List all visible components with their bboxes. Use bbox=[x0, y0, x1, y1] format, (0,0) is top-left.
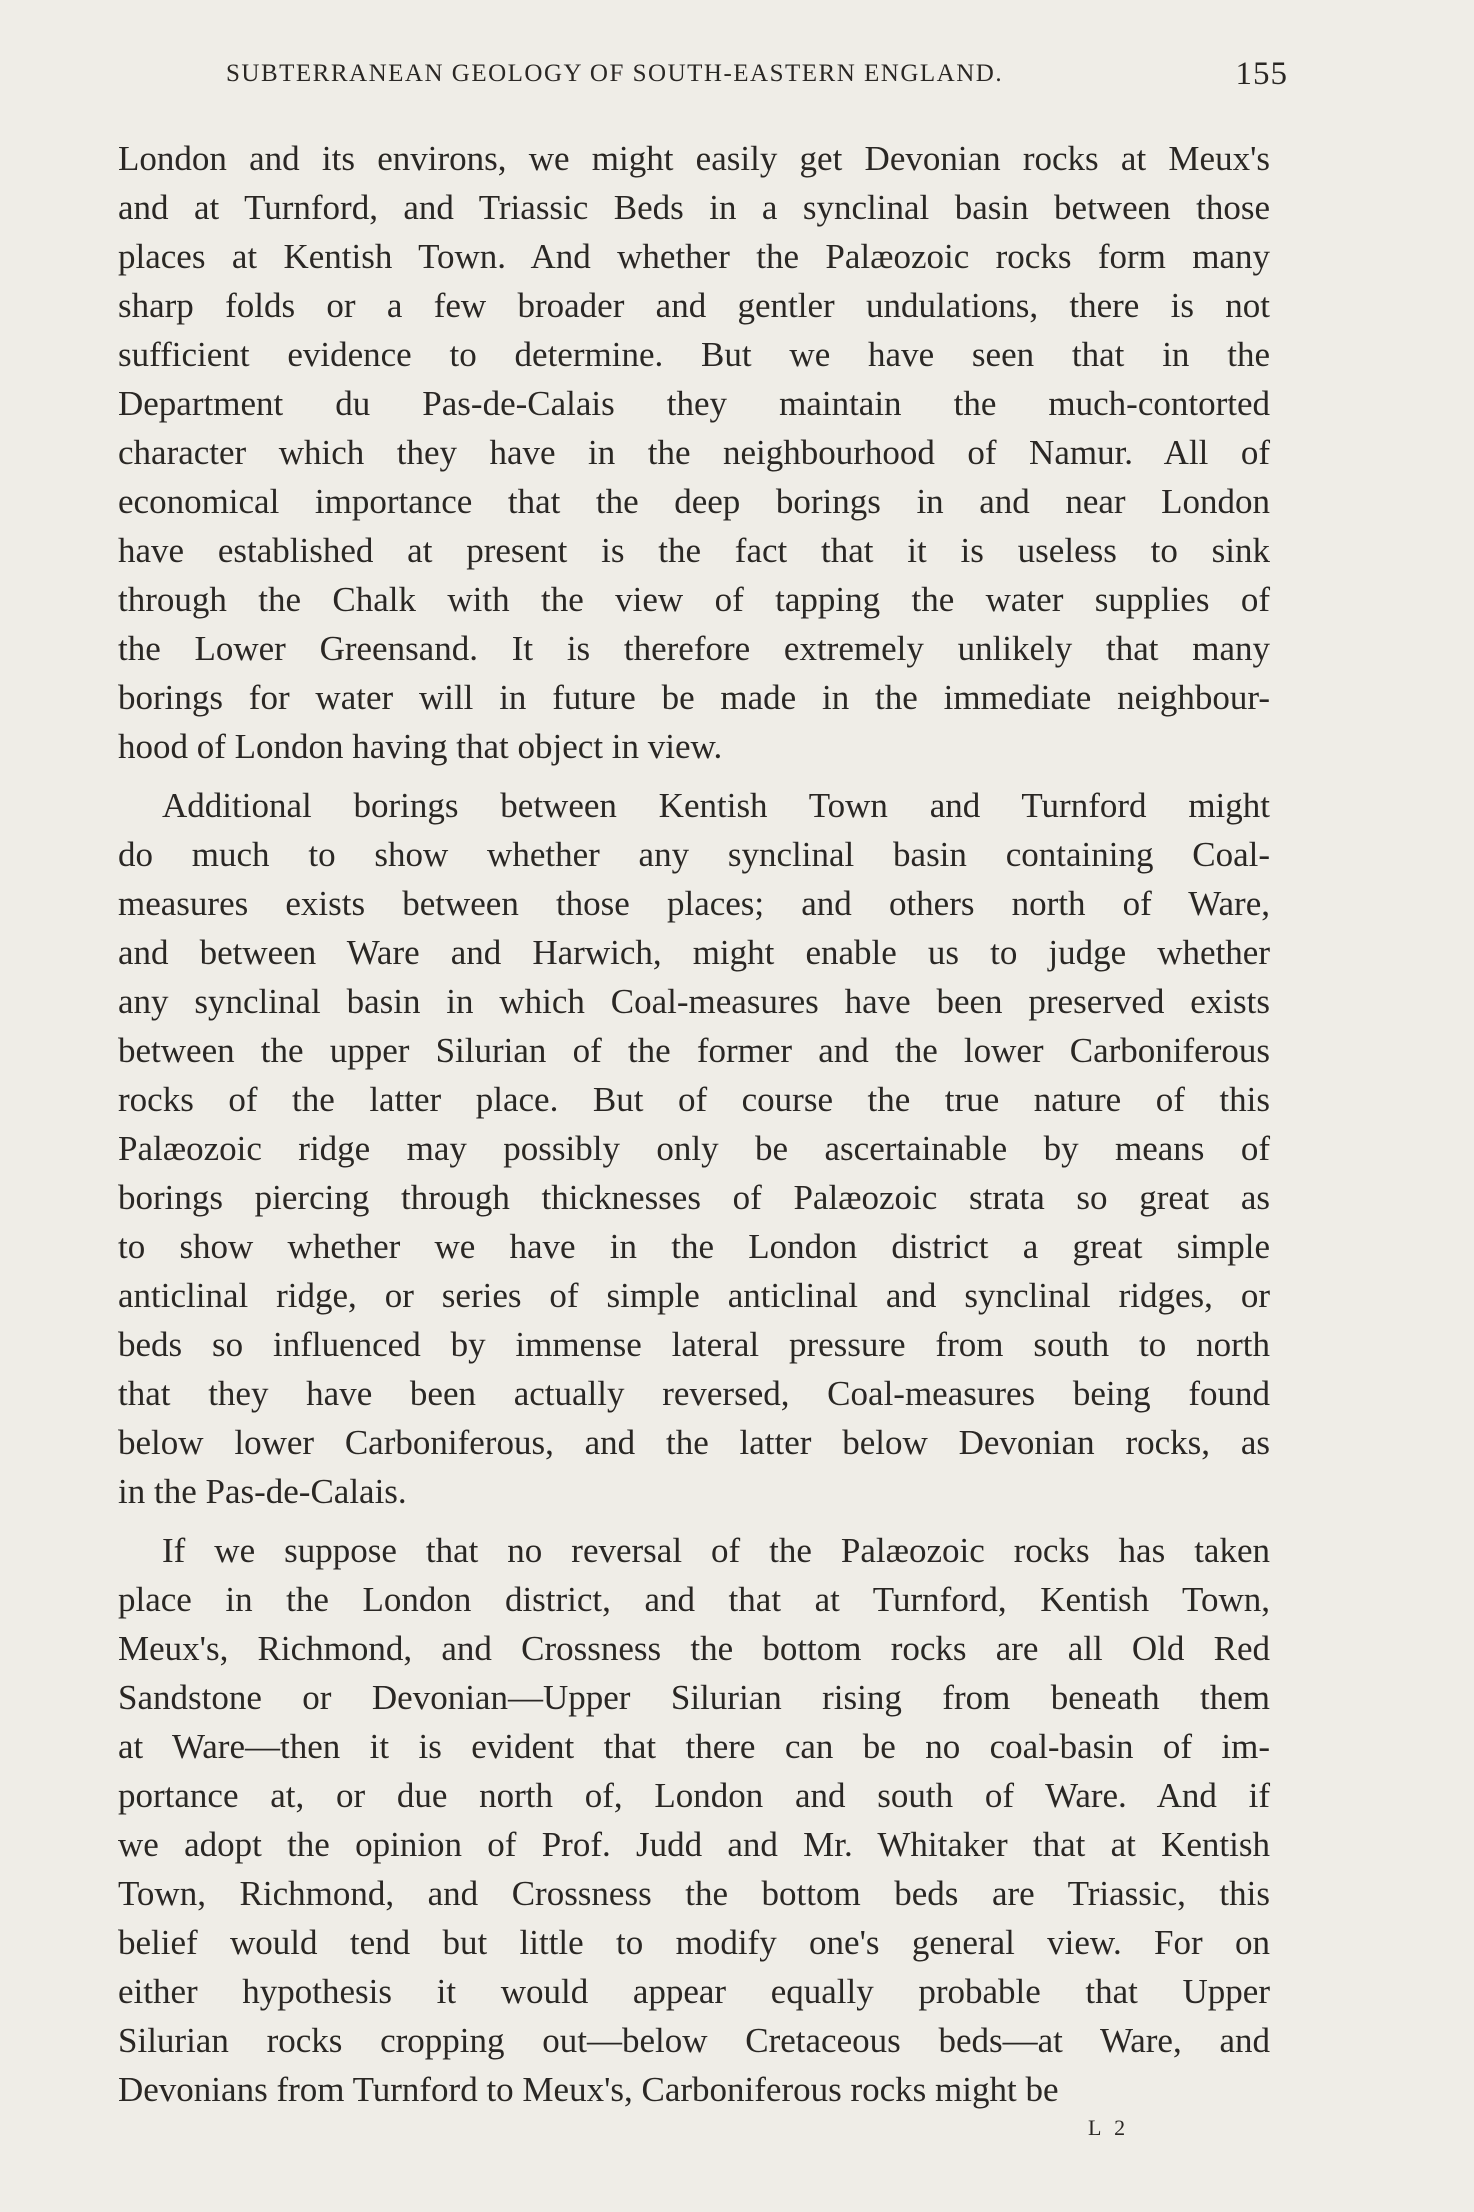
text-line: have established at present is the fact that it is useless to sink bbox=[118, 531, 1270, 570]
signature-mark: L 2 bbox=[1088, 2115, 1130, 2140]
text-line: London and its environs, we might easily get Devonian rocks at Meux's bbox=[118, 139, 1270, 178]
page-header bbox=[226, 54, 1288, 94]
running-title: SUBTERRANEAN GEOLOGY OF SOUTH-EASTERN ENGLAND. bbox=[226, 60, 1004, 87]
page-number: 155 bbox=[1235, 56, 1288, 92]
paragraph bbox=[118, 781, 1270, 1516]
text-line: Sandstone or Devonian—Upper Silurian rising from beneath them bbox=[118, 1678, 1270, 1717]
text-line: measures exists between those places; and others north of Ware, bbox=[118, 884, 1270, 923]
text-line: sufficient evidence to determine. But we have seen that in the bbox=[118, 335, 1270, 374]
text-line: Devonians from Turnford to Meux's, Carboniferous rocks might be bbox=[118, 2070, 1059, 2109]
text-line: and at Turnford, and Triassic Beds in a synclinal basin between those bbox=[118, 188, 1270, 227]
text-line: belief would tend but little to modify one's general view. For on bbox=[118, 1923, 1270, 1962]
text-line: do much to show whether any synclinal basin containing Coal- bbox=[118, 835, 1270, 874]
text-line: either hypothesis it would appear equally probable that Upper bbox=[118, 1972, 1270, 2011]
text-line: to show whether we have in the London district a great simple bbox=[118, 1227, 1270, 1266]
text-line: If we suppose that no reversal of the Palæozoic rocks has taken bbox=[162, 1531, 1270, 1570]
text-line: Additional borings between Kentish Town and Turnford might bbox=[162, 786, 1270, 825]
text-line: character which they have in the neighbourhood of Namur. All of bbox=[118, 433, 1270, 472]
text-line: through the Chalk with the view of tapping the water supplies of bbox=[118, 580, 1270, 619]
text-line: place in the London district, and that at Turnford, Kentish Town, bbox=[118, 1580, 1270, 1619]
text-line: beds so influenced by immense lateral pressure from south to north bbox=[118, 1325, 1270, 1364]
text-line: places at Kentish Town. And whether the Palæozoic rocks form many bbox=[118, 237, 1270, 276]
text-line: Palæozoic ridge may possibly only be ascertainable by means of bbox=[118, 1129, 1270, 1168]
text-line: rocks of the latter place. But of course the true nature of this bbox=[118, 1080, 1270, 1119]
text-line: any synclinal basin in which Coal-measures have been preserved exists bbox=[118, 982, 1270, 1021]
text-line: hood of London having that object in view. bbox=[118, 727, 723, 766]
text-line: economical importance that the deep borings in and near London bbox=[118, 482, 1270, 521]
paragraph bbox=[118, 134, 1270, 771]
paragraph bbox=[118, 1526, 1270, 2114]
text-line: Silurian rocks cropping out—below Cretaceous beds—at Ware, and bbox=[118, 2021, 1270, 2060]
text-line: and between Ware and Harwich, might enable us to judge whether bbox=[118, 933, 1270, 972]
text-line: between the upper Silurian of the former and the lower Carboniferous bbox=[118, 1031, 1270, 1070]
text-line: below lower Carboniferous, and the latter below Devonian rocks, as bbox=[118, 1423, 1270, 1462]
text-line: anticlinal ridge, or series of simple anticlinal and synclinal ridges, or bbox=[118, 1276, 1270, 1315]
text-line: sharp folds or a few broader and gentler undulations, there is not bbox=[118, 286, 1270, 325]
text-line: the Lower Greensand. It is therefore extremely unlikely that many bbox=[118, 629, 1270, 668]
text-line: at Ware—then it is evident that there can be no coal-basin of im- bbox=[118, 1727, 1270, 1766]
text-line: that they have been actually reversed, Coal-measures being found bbox=[118, 1374, 1270, 1413]
text-line: Meux's, Richmond, and Crossness the bottom rocks are all Old Red bbox=[118, 1629, 1270, 1668]
text-line: Department du Pas-de-Calais they maintain the much-contorted bbox=[118, 384, 1270, 423]
text-line: in the Pas-de-Calais. bbox=[118, 1472, 407, 1511]
text-line: Town, Richmond, and Crossness the bottom beds are Triassic, this bbox=[118, 1874, 1270, 1913]
text-line: borings for water will in future be made in the immediate neighbour- bbox=[118, 678, 1270, 717]
text-line: portance at, or due north of, London and south of Ware. And if bbox=[118, 1776, 1270, 1815]
text-line: borings piercing through thicknesses of Palæozoic strata so great as bbox=[118, 1178, 1270, 1217]
text-line: we adopt the opinion of Prof. Judd and Mr. Whitaker that at Kentish bbox=[118, 1825, 1270, 1864]
body-text bbox=[118, 134, 1270, 2124]
